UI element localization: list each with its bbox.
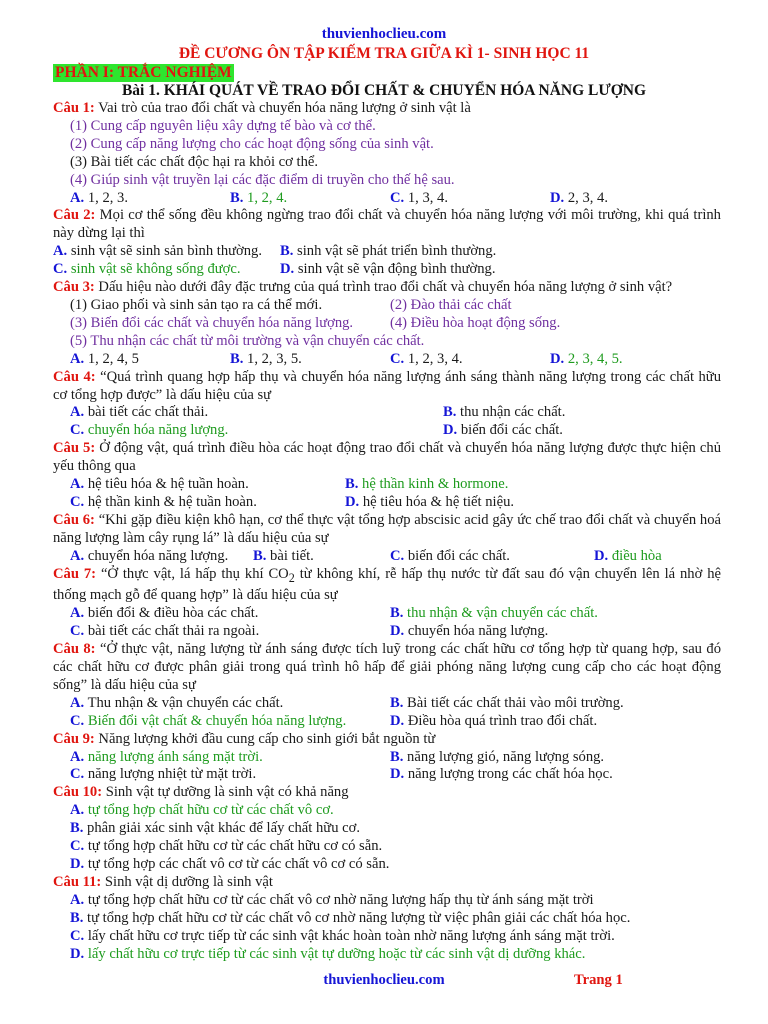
answer-option[interactable] (53, 243, 280, 261)
option-text: sinh vật sẽ phát triển bình thường. (293, 243, 497, 260)
question-label: Câu 1: (53, 100, 95, 116)
question-label: Câu 5: (53, 440, 96, 457)
question-text (53, 440, 721, 476)
option-text: năng lượng trong các chất hóa học. (404, 766, 613, 783)
answer-option[interactable] (70, 351, 230, 369)
option-text: chuyển hóa năng lượng. (404, 623, 549, 640)
option-letter: C. (70, 927, 85, 944)
option-text: tự tổng hợp các chất vô cơ từ các chất vô cơ có sẵn. (84, 855, 390, 872)
footer-site[interactable]: thuvienhoclieu.com (323, 972, 445, 988)
statement: (1) Giao phối và sinh sản tạo ra cá thể mới. (70, 296, 323, 313)
option-letter: C. (70, 766, 85, 783)
option-row (53, 838, 721, 856)
answer-option[interactable] (230, 190, 390, 208)
option-text: Bài tiết các chất thải vào môi trường. (403, 694, 624, 711)
answer-option[interactable] (70, 695, 390, 713)
option-letter: C. (70, 422, 85, 439)
option-row (53, 605, 721, 623)
option-letter: B. (443, 404, 457, 421)
option-text: tự tổng hợp chất hữu cơ từ các chất vô cơ. (84, 802, 334, 819)
answer-option[interactable] (280, 243, 580, 261)
statement: (3) Biến đổi các chất và chuyển hóa năng lượng. (70, 314, 354, 331)
question-stem: “Quá trình quang hợp hấp thụ và chuyển hóa năng lượng ánh sáng thành năng lượng trong các chất hữu cơ tổng hợp được” là dấu hiệu của sự (53, 368, 721, 403)
option-row (53, 494, 721, 512)
answer-option[interactable] (345, 494, 645, 512)
question-stem: Năng lượng khởi đầu cung cấp cho sinh giới bắt nguồn từ (94, 730, 436, 747)
option-text: Thu nhận & vận chuyển các chất. (84, 694, 284, 711)
option-letter: C. (390, 189, 405, 206)
page-number: Trang 1 (574, 972, 623, 988)
answer-option[interactable] (550, 190, 660, 208)
option-row (53, 928, 721, 946)
answer-option[interactable] (70, 494, 345, 512)
option-text: Biến đổi vật chất & chuyển hóa năng lượng. (84, 712, 347, 729)
question-text (53, 512, 721, 548)
question-text (53, 874, 721, 892)
question-block (53, 566, 721, 642)
option-text: chuyển hóa năng lượng. (84, 422, 229, 439)
answer-option[interactable] (70, 713, 390, 731)
answer-option[interactable] (345, 476, 645, 494)
question-label: Câu 9: (53, 730, 95, 747)
option-row (53, 910, 721, 928)
option-text: sinh vật sẽ sinh sản bình thường. (67, 243, 263, 260)
answer-option[interactable] (70, 548, 253, 566)
answer-option[interactable] (70, 856, 700, 874)
answer-option[interactable] (390, 605, 690, 623)
answer-option[interactable] (70, 928, 720, 946)
answer-option[interactable] (70, 910, 720, 928)
option-text: 1, 2, 4. (243, 189, 288, 206)
option-letter: C. (390, 547, 405, 564)
option-text: bài tiết các chất thải ra ngoài. (84, 623, 260, 640)
option-letter: A. (70, 547, 85, 564)
option-row (53, 351, 721, 369)
question-stem: Sinh vật tự dưỡng là sinh vật có khả năng (102, 784, 349, 801)
option-row (53, 946, 721, 964)
question-text (53, 369, 721, 405)
answer-option[interactable] (594, 548, 694, 566)
question-stem: Sinh vật dị dưỡng là sinh vật (101, 873, 273, 890)
option-letter: B. (390, 748, 404, 765)
option-letter: B. (230, 350, 244, 367)
option-row (53, 802, 721, 820)
option-row (53, 315, 721, 333)
option-row (53, 476, 721, 494)
answer-option[interactable] (70, 766, 390, 784)
option-letter: C. (70, 623, 85, 640)
option-row (53, 190, 721, 208)
option-text: 1, 2, 3, 4. (404, 350, 463, 367)
option-text: chuyển hóa năng lượng. (84, 547, 229, 564)
answer-option[interactable] (70, 838, 700, 856)
question-text (53, 731, 721, 749)
statement: (1) Cung cấp nguyên liệu xây dựng tế bào và cơ thể. (70, 117, 376, 134)
option-text: sinh vật sẽ không sống được. (67, 261, 241, 278)
question-text (53, 566, 721, 606)
option-letter: B. (390, 605, 404, 622)
question-block (53, 512, 721, 566)
answer-option[interactable] (390, 766, 700, 784)
answer-option[interactable] (70, 820, 700, 838)
option-text: bài tiết các chất thải. (84, 404, 209, 421)
answer-option[interactable] (70, 190, 230, 208)
option-row (53, 623, 721, 641)
option-letter: B. (70, 909, 84, 926)
question-text (53, 784, 721, 802)
answer-option[interactable] (70, 802, 700, 820)
lesson-title: Bài 1. KHÁI QUÁT VỀ TRAO ĐỔI CHẤT & CHUYỂN HÓA NĂNG LƯỢNG (121, 82, 647, 99)
question-text (53, 207, 721, 243)
answer-option[interactable] (550, 351, 660, 369)
question-label: Câu 8: (53, 641, 96, 658)
option-text: năng lượng ánh sáng mặt trời. (84, 748, 263, 765)
option-letter: D. (550, 350, 565, 367)
option-text: sinh vật sẽ vận động bình thường. (294, 261, 496, 278)
option-row (53, 749, 721, 767)
answer-option[interactable] (390, 190, 550, 208)
option-text: lấy chất hữu cơ trực tiếp từ các sinh vật tự dưỡng hoặc từ các sinh vật dị dưỡng khác. (84, 945, 586, 962)
option-letter: D. (550, 189, 565, 206)
option-text: lấy chất hữu cơ trực tiếp từ các sinh vật khác hoàn toàn nhờ năng lượng ánh sáng mặt trời. (84, 927, 615, 944)
answer-option[interactable] (253, 548, 390, 566)
question-list (53, 100, 721, 963)
option-row (53, 404, 721, 422)
option-text: tự tổng hợp chất hữu cơ từ các chất hữu cơ có sẵn. (84, 838, 383, 855)
option-letter: C. (390, 350, 405, 367)
answer-option[interactable] (390, 695, 700, 713)
question-block (53, 731, 721, 785)
option-text: 2, 3, 4. (564, 189, 608, 206)
option-letter: A. (70, 802, 85, 819)
option-text: hệ thần kinh & hệ tuần hoàn. (84, 493, 257, 510)
question-label: Câu 4: (53, 368, 96, 385)
question-text (53, 279, 721, 297)
option-text: thu nhận & vận chuyển các chất. (403, 605, 598, 622)
option-text: năng lượng gió, năng lượng sóng. (403, 748, 605, 765)
option-row (53, 892, 721, 910)
statement: (2) Đào thải các chất (390, 296, 512, 313)
option-letter: A. (70, 748, 85, 765)
statement: (3) Bài tiết các chất độc hại ra khỏi cơ thể. (70, 153, 319, 170)
document-title: ĐỀ CƯƠNG ÔN TẬP KIẾM TRA GIỮA KÌ 1- SINH HỌC 11 (178, 45, 590, 62)
site-header[interactable]: thuvienhoclieu.com (321, 26, 447, 42)
question-block (53, 207, 721, 279)
answer-option[interactable] (53, 261, 280, 279)
question-block (53, 100, 721, 207)
option-text: tự tổng hợp chất hữu cơ từ các chất vô cơ nhờ năng lượng hấp thụ từ ánh sáng mặt trời (84, 891, 594, 908)
option-letter: C. (70, 838, 85, 855)
option-letter: A. (53, 243, 68, 260)
option-letter: D. (70, 945, 85, 962)
answer-option[interactable] (280, 261, 580, 279)
question-label: Câu 6: (53, 511, 95, 528)
option-letter: A. (70, 404, 85, 421)
question-stem: “Khi gặp điều kiện khô hạn, cơ thể thực vật tổng hợp abscisic acid gây ức chế trao đổi chất và chuyển hoá năng lượng làm cây rụng lá” là dấu hiệu của sự (53, 511, 721, 546)
question-stem: “Ở thực vật, lá hấp thụ khí CO (96, 565, 289, 582)
option-row (53, 297, 721, 315)
option-letter: D. (390, 623, 405, 640)
answer-option[interactable] (70, 476, 345, 494)
question-stem: “Ở thực vật, năng lượng từ ánh sáng được tích luỹ trong các chất hữu cơ tổng hợp từ quang hợp, sau đó các chất hữu cơ được phân giải trong quá trình hô hấp để giải phóng năng lượng cung cấp cho các hoạt động sống” là dấu hiệu của sự (53, 641, 721, 693)
question-stem: từ không khí, rễ hấp thụ nước từ đất sau đó vận chuyển lên lá nhờ hệ thống mạch gỗ để quang hợp” là dấu hiệu của sự (53, 565, 722, 604)
option-row (53, 243, 721, 261)
question-stem: Ở động vật, quá trình điều hòa các hoạt động trao đổi chất và chuyển hóa năng lượng được thực hiện chủ yếu thông qua (53, 440, 721, 475)
option-letter: D. (390, 712, 405, 729)
option-letter: D. (345, 493, 360, 510)
option-letter: B. (70, 820, 84, 837)
option-row (53, 713, 721, 731)
option-letter: A. (70, 189, 85, 206)
option-letter: B. (345, 476, 359, 493)
answer-option[interactable] (70, 404, 443, 422)
answer-option[interactable] (390, 548, 594, 566)
option-letter: C. (70, 712, 85, 729)
question-text (53, 641, 721, 695)
option-text: 1, 2, 4, 5 (84, 350, 139, 367)
option-letter: A. (70, 694, 85, 711)
option-letter: A. (70, 891, 85, 908)
option-text: 1, 3, 4. (404, 189, 448, 206)
option-text: bài tiết. (266, 547, 314, 564)
option-row (53, 261, 721, 279)
option-row (53, 333, 721, 351)
option-row (53, 820, 721, 838)
option-text: biến đổi các chất. (404, 547, 510, 564)
statement: (2) Cung cấp năng lượng cho các hoạt động sống của sinh vật. (70, 135, 434, 152)
option-text: thu nhận các chất. (456, 404, 566, 421)
question-block (53, 279, 721, 369)
option-letter: B. (230, 189, 244, 206)
answer-option[interactable] (390, 749, 700, 767)
option-letter: D. (594, 547, 609, 564)
question-label: Câu 2: (53, 207, 96, 224)
option-letter: D. (390, 766, 405, 783)
answer-option[interactable] (443, 422, 693, 440)
question-label: Câu 7: (53, 565, 97, 582)
answer-option[interactable] (390, 351, 550, 369)
answer-option[interactable] (70, 422, 443, 440)
question-label: Câu 10: (53, 784, 103, 801)
question-stem: Mọi cơ thể sống đều không ngừng trao đổi chất và chuyển hóa năng lượng với môi trường, khi quá trình này dừng lại thì (53, 207, 721, 242)
question-label: Câu 11: (53, 873, 102, 890)
option-letter: A. (70, 476, 85, 493)
option-letter: A. (70, 350, 85, 367)
answer-option[interactable] (70, 605, 390, 623)
option-text: phân giải xác sinh vật khác để lấy chất hữu cơ. (83, 820, 360, 837)
option-letter: B. (390, 694, 404, 711)
part-heading: PHẦN I: TRẮC NGHIỆM (55, 64, 232, 81)
option-text: 2, 3, 4, 5. (564, 350, 623, 367)
option-row (53, 548, 721, 566)
option-text: 1, 2, 3. (84, 189, 128, 206)
question-block (53, 784, 721, 874)
option-letter: C. (53, 261, 68, 278)
option-row (53, 766, 721, 784)
question-block (53, 874, 721, 964)
question-text (53, 100, 721, 118)
option-text: hệ tiêu hóa & hệ tuần hoàn. (84, 476, 249, 493)
option-letter: C. (70, 493, 85, 510)
answer-option[interactable] (390, 623, 690, 641)
question-block (53, 369, 721, 441)
statement: (4) Giúp sinh vật truyền lại các đặc điểm di truyền cho thế hệ sau. (70, 171, 455, 188)
option-letter: D. (443, 422, 458, 439)
option-letter: D. (280, 261, 295, 278)
option-letter: B. (253, 547, 267, 564)
option-text: hệ tiêu hóa & hệ tiết niệu. (359, 493, 515, 510)
question-label: Câu 3: (53, 279, 95, 296)
option-row (53, 695, 721, 713)
option-text: Điều hòa quá trình trao đổi chất. (404, 712, 598, 729)
answer-option[interactable] (70, 623, 390, 641)
answer-option[interactable] (70, 946, 720, 964)
statement: (5) Thu nhận các chất từ môi trường và vận chuyển các chất. (70, 332, 425, 349)
option-text: biến đổi các chất. (457, 422, 563, 439)
option-row (53, 422, 721, 440)
option-text: tự tổng hợp chất hữu cơ từ các chất vô cơ nhờ năng lượng từ việc phân giải các chất hóa học. (83, 909, 631, 926)
option-row (53, 856, 721, 874)
answer-option[interactable] (230, 351, 390, 369)
answer-option[interactable] (70, 892, 720, 910)
answer-option[interactable] (70, 749, 390, 767)
subscript: 2 (288, 570, 295, 585)
answer-option[interactable] (443, 404, 693, 422)
option-letter: A. (70, 605, 85, 622)
option-text: 1, 2, 3, 5. (243, 350, 302, 367)
answer-option[interactable] (390, 713, 700, 731)
option-text: hệ thần kinh & hormone. (358, 476, 509, 493)
question-stem: Dấu hiệu nào dưới đây đặc trưng của quá trình trao đổi chất và chuyển hóa năng lượng ở sinh vật? (94, 279, 673, 296)
option-text: biến đổi & điều hòa các chất. (84, 605, 259, 622)
option-letter: B. (280, 243, 294, 260)
option-text: điều hòa (608, 547, 662, 564)
option-letter: D. (70, 855, 85, 872)
question-stem: Vai trò của trao đổi chất và chuyển hóa năng lượng ở sinh vật là (94, 100, 471, 116)
question-block (53, 641, 721, 731)
question-block (53, 440, 721, 512)
statement: (4) Điều hòa hoạt động sống. (390, 314, 561, 331)
option-text: năng lượng nhiệt từ mặt trời. (84, 766, 257, 783)
